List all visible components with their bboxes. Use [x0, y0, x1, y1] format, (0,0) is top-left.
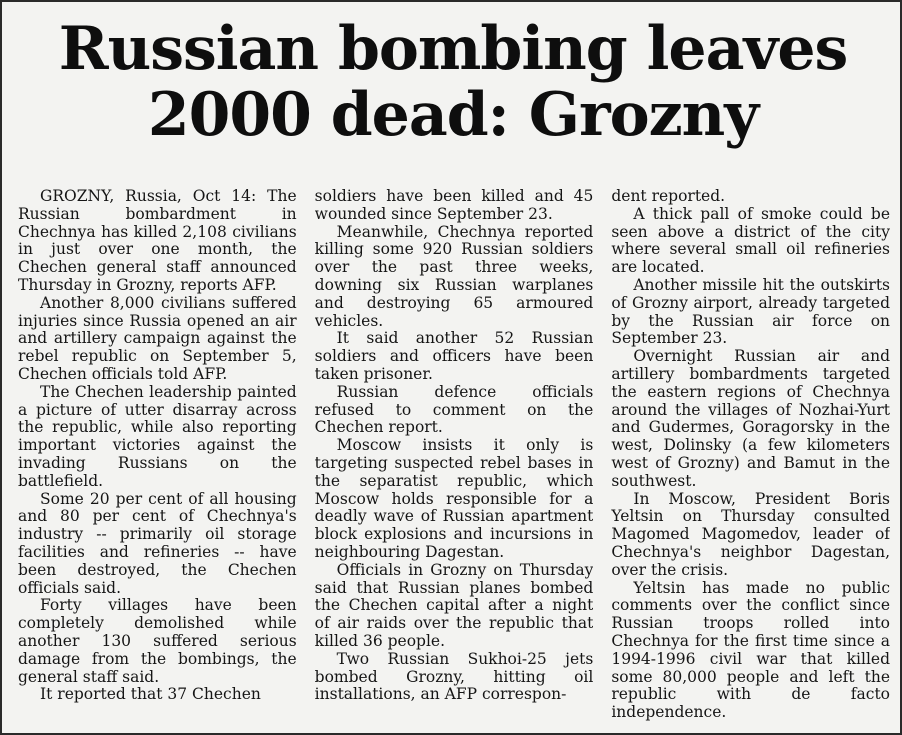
paragraph: It said another 52 Russian soldiers and officers have been taken prisoner.	[314, 329, 594, 383]
headline	[2, 16, 902, 148]
paragraph: A thick pall of smoke could be seen above a district of the city where several small oil refineries are located.	[611, 204, 891, 277]
paragraph: Another missile hit the outskirts of Grozny airport, already targeted by the Russian air force on September 23.	[611, 275, 891, 348]
paragraph: Overnight Russian air and artillery bombardments targeted the eastern regions of Chechnya around the villages of Nozhai-Yurt and Gudermes, Goragorsky in the west, Dolinsky (a few kilometers west of Grozny) and Bamut in the southwest.	[611, 347, 891, 490]
column-2	[315, 188, 594, 730]
column-3	[611, 188, 890, 730]
headline-line-1: Russian bombing leaves	[58, 14, 848, 84]
paragraph: Another 8,000 civilians suffered injuries since Russia opened an air and artillery campaign against the rebel republic on September 5, Chechen officials told AFP.	[18, 293, 297, 383]
paragraph-continued: soldiers have been killed and 45 wounded since September 23.	[314, 188, 594, 223]
paragraph: GROZNY, Russia, Oct 14: The Russian bombardment in Chechnya has killed 2,108 civilians in just over one month, the Chechen general staff announced Thursday in Grozny, reports AFP.	[18, 188, 297, 294]
paragraph: Some 20 per cent of all housing and 80 per cent of Chechnya's industry -- primarily oil storage facilities and refineries -- have been destroyed, the Chechen officials said.	[18, 489, 297, 597]
paragraph-continued: dent reported.	[611, 188, 726, 205]
paragraph: Two Russian Sukhoi-25 jets bombed Grozny, hitting oil installations, an AFP correspon-	[314, 649, 594, 704]
paragraph: It reported that 37 Chechen	[40, 685, 261, 704]
paragraph: In Moscow, President Boris Yeltsin on Thursday consulted Magomed Magomedov, leader of Chechnya's neighbor Dagestan, over the crisis.	[611, 489, 891, 579]
paragraph: Forty villages have been completely demolished while another 130 suffered serious damage from the bombings, the general staff said.	[18, 596, 297, 686]
article-body	[18, 188, 890, 730]
headline-line-2: 2000 dead: Grozny	[147, 80, 759, 150]
paragraph: The Chechen leadership painted a picture of utter disarray across the republic, while also reporting important victories against the invading Russians on the battlefield.	[18, 382, 297, 490]
paragraph: Yeltsin has made no public comments over the conflict since Russian troops rolled into Chechnya for the first time since a 1994-1996 civil war that killed some 80,000 people and left the republic with de facto independence.	[611, 578, 891, 722]
paragraph: Moscow insists it only is targeting suspected rebel bases in the separatist republic, which Moscow holds responsible for a deadly wave of Russian apartment block explosions and incursions in neighbouring Dagestan.	[314, 436, 594, 561]
column-1	[18, 188, 297, 730]
paragraph: Officials in Grozny on Thursday said that Russian planes bombed the Chechen capital after a night of air raids over the republic that killed 36 people.	[314, 560, 594, 650]
paragraph: Meanwhile, Chechnya reported killing some 920 Russian soldiers over the past three weeks, downing six Russian warplanes and destroying 65 armoured vehicles.	[314, 222, 594, 330]
paragraph: Russian defence officials refused to comment on the Chechen report.	[314, 382, 594, 437]
